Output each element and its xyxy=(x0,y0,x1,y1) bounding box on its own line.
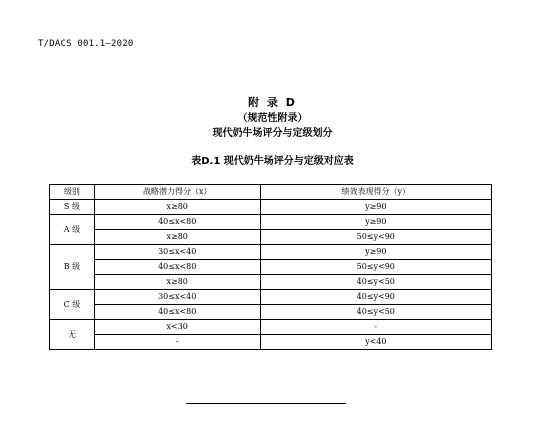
y-score-cell: 50≤y<90 xyxy=(260,260,491,275)
grade-cell: C 级 xyxy=(50,290,95,320)
appendix-title: 附 录 D xyxy=(248,96,297,109)
footer-divider xyxy=(186,403,346,404)
table-row xyxy=(50,335,492,350)
x-score-cell: x<30 xyxy=(94,320,260,335)
x-score-cell: x≥80 xyxy=(94,200,260,215)
column-header-grade: 级别 xyxy=(50,185,95,200)
table-row xyxy=(50,290,492,305)
table-row xyxy=(50,200,492,215)
x-score-cell: 30≤x<40 xyxy=(94,290,260,305)
column-header-y-score: 绩效表现得分（y） xyxy=(260,185,491,200)
document-code: T/DACS 001.1—2020 xyxy=(38,39,134,49)
y-score-cell: y≥90 xyxy=(260,200,491,215)
y-score-cell: 40≤y<50 xyxy=(260,305,491,320)
grade-cell: B 级 xyxy=(50,245,95,290)
x-score-cell: x≥80 xyxy=(94,230,260,245)
y-score-cell: 40≤y<50 xyxy=(260,275,491,290)
table-row xyxy=(50,260,492,275)
x-score-cell: 40≤x<80 xyxy=(94,260,260,275)
table-row xyxy=(50,320,492,335)
appendix-name: 现代奶牛场评分与定级划分 xyxy=(212,128,333,139)
table-row xyxy=(50,275,492,290)
y-score-cell: y≥90 xyxy=(260,245,491,260)
table-row xyxy=(50,305,492,320)
y-score-cell: y<40 xyxy=(260,335,491,350)
x-score-cell: 40≤x<80 xyxy=(94,305,260,320)
grade-cell: S 级 xyxy=(50,200,95,215)
grade-table xyxy=(49,184,492,350)
table-row xyxy=(50,230,492,245)
x-score-cell: 30≤x<40 xyxy=(94,245,260,260)
y-score-cell: 50≤y<90 xyxy=(260,230,491,245)
y-score-cell: - xyxy=(260,320,491,335)
y-score-cell: 40≤y<90 xyxy=(260,290,491,305)
x-score-cell: 40≤x<80 xyxy=(94,215,260,230)
table-header-row xyxy=(50,185,492,200)
x-score-cell: x≥80 xyxy=(94,275,260,290)
grade-cell: A 级 xyxy=(50,215,95,245)
appendix-type: （规范性附录） xyxy=(237,113,308,124)
table-row xyxy=(50,215,492,230)
grade-cell: 无 xyxy=(50,320,95,350)
y-score-cell: y≥90 xyxy=(260,215,491,230)
x-score-cell: - xyxy=(94,335,260,350)
column-header-x-score: 战略潜力得分（x） xyxy=(94,185,260,200)
table-row xyxy=(50,245,492,260)
table-caption: 表D.1 现代奶牛场评分与定级对应表 xyxy=(191,156,354,167)
